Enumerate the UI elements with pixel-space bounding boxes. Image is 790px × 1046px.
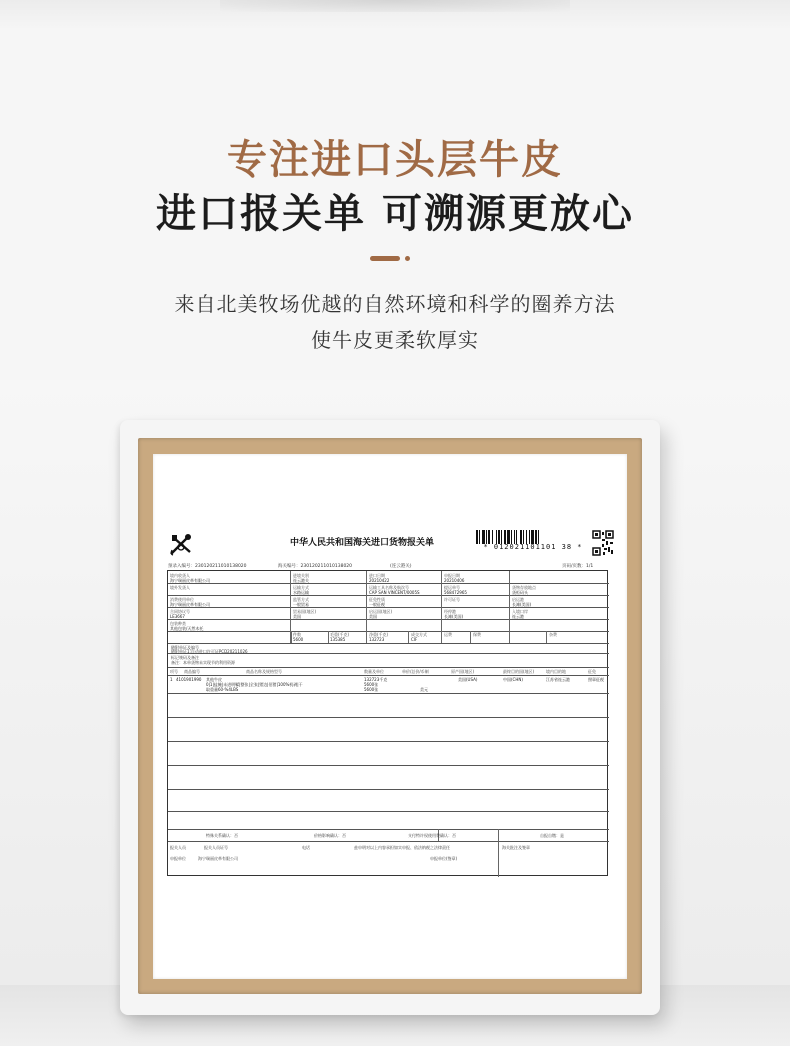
field-label: 保费 <box>473 632 481 637</box>
field-value: CAP SAN VINCENT/0005S <box>369 590 420 595</box>
phone: 电话 <box>302 845 310 850</box>
goods-header: 最终目的国(地区) <box>503 669 535 674</box>
special-relation: 特殊关系确认：否 <box>206 833 238 838</box>
goods-header: 商品名称及规格型号 <box>246 669 282 674</box>
goods-row-no: 1 <box>170 677 173 682</box>
grid-line <box>366 571 367 643</box>
field-value: 长滩(美国) <box>512 602 532 607</box>
field-label: 货物存放地点 <box>512 585 536 590</box>
grid-line <box>470 631 471 643</box>
field-value: 135385 <box>330 637 346 642</box>
preentry-number: 预录入编号：230120211010138020 <box>168 564 247 569</box>
declaring-unit-value: 海宁瑞丽皮革有限公司 <box>198 856 238 861</box>
field-value: 连云港 <box>512 614 524 619</box>
field-label: 运输工具名称及航次号 <box>369 585 409 590</box>
field-label: 许可证号 <box>444 597 460 602</box>
declarant-cert: 报关人员证号 <box>204 845 228 850</box>
field-value: 货柜码头 <box>512 590 528 595</box>
grid-line <box>168 631 609 632</box>
grid-line <box>168 765 609 766</box>
divider-bar <box>370 256 400 261</box>
field-label: 贸易国(地区) <box>293 609 317 614</box>
field-label: 经停港 <box>444 609 456 614</box>
field-value: 20210406 <box>444 578 465 583</box>
field-value: 长滩(美国) <box>444 614 464 619</box>
goods-row-hs-code: 4101901990 <box>176 677 202 682</box>
field-label: 件数 <box>293 632 301 637</box>
declarant: 报关人员 <box>170 845 186 850</box>
customs-remark: 海关批注及签章 <box>502 845 530 850</box>
goods-row-name: 其他牛皮 <box>206 677 222 682</box>
field-label: 提运单号 <box>444 585 460 590</box>
headline-secondary: 进口报关单 可溯源更放心 <box>156 191 634 237</box>
field-label: 进口日期 <box>369 573 385 578</box>
field-label: 运输方式 <box>293 585 309 590</box>
price-impact: 价格影响确认：否 <box>314 833 346 838</box>
field-value: 连云港关 <box>293 578 309 583</box>
goods-row-origin: 美国(USA) <box>458 677 478 682</box>
divider-mark <box>370 256 422 262</box>
grid-line <box>291 631 292 643</box>
field-value: LE3667 <box>170 614 185 619</box>
divider-dot <box>405 256 410 261</box>
grid-line <box>441 571 442 643</box>
declare-statement: 兹申明对以上内容承担如实申报、依法纳税之法律责任 <box>354 845 450 850</box>
declaring-unit: 申报单位 <box>170 856 186 861</box>
port-name: (连云港关) <box>390 564 412 569</box>
grid-line <box>168 667 609 668</box>
goods-header: 单价/总价/币制 <box>402 669 429 674</box>
field-label: 进境关别 <box>293 573 309 578</box>
goods-row-duty: 照章征税 <box>588 677 604 682</box>
field-value: 美国 <box>293 614 301 619</box>
customs-emblem-icon <box>168 532 194 558</box>
page-indicator: 页码/页数：1/1 <box>562 564 594 569</box>
field-value: 海宁瑞丽皮革有限公司 <box>170 578 210 583</box>
field-label: 启运港 <box>512 597 524 602</box>
grid-line <box>546 631 547 643</box>
qr-code-icon <box>592 530 614 556</box>
grid-line <box>408 631 409 643</box>
field-label: 净重(千克) <box>369 632 389 637</box>
goods-header: 商品编号 <box>184 669 200 674</box>
field-label: 申报日期 <box>444 573 460 578</box>
barcode-number: * 012021101101 38 * <box>483 543 583 551</box>
field-value: 海宁瑞丽皮革有限公司 <box>170 602 210 607</box>
field-label: 监管方式 <box>293 597 309 602</box>
grid-line <box>168 811 609 812</box>
goods-header: 数量及单位 <box>364 669 384 674</box>
description-line-2: 使牛皮更柔软厚实 <box>311 328 479 352</box>
self-report: 自报自缴：是 <box>540 833 564 838</box>
goods-row-qty: 132723千克 <box>364 677 388 682</box>
grid-line <box>168 693 609 694</box>
document-title: 中华人民共和国海关进口货物报关单 <box>290 538 435 548</box>
royalty-confirmation: 支付特许权使用费确认：否 <box>408 833 456 838</box>
field-label: 征免性质 <box>369 597 385 602</box>
grid-line <box>168 619 609 620</box>
declaring-unit-seal: 申报单位(签章) <box>430 856 458 861</box>
field-value: 水路运输 <box>293 590 309 595</box>
field-value: 568472965 <box>444 590 467 595</box>
field-value: 其他包装/天然木托 <box>170 626 204 631</box>
field-label: 运费 <box>444 632 452 637</box>
top-shadow <box>0 0 790 30</box>
barcode-icon <box>476 530 588 544</box>
field-label: 启运国(地区) <box>369 609 393 614</box>
field-value: 5600 <box>293 637 304 642</box>
goods-row-region: 江苏省连云港 <box>546 677 570 682</box>
grid-line <box>168 841 609 842</box>
goods-header: 征免 <box>588 669 596 674</box>
grid-line <box>168 595 609 596</box>
field-label: 境内收货人 <box>170 573 190 578</box>
field-label: 杂费 <box>549 632 557 637</box>
field-label: 成交方式 <box>411 632 427 637</box>
field-value: 美国 <box>369 614 377 619</box>
field-label: 包装种类 <box>170 621 186 626</box>
grid-line <box>168 583 609 584</box>
notes-value: 备注：本单货物未实现节约利用资源 <box>171 660 235 665</box>
field-label: 毛重(千克) <box>330 632 350 637</box>
field-value: 一般贸易 <box>293 602 309 607</box>
field-value: 132723 <box>369 637 385 642</box>
declaration-form-grid <box>167 570 608 876</box>
field-label: 合同协议号 <box>170 609 190 614</box>
goods-row-qty2: 5600张 <box>364 682 379 687</box>
grid-line <box>509 571 510 643</box>
goods-row-spec: 0|1|盐腌|未进明鞣|整张|全张|猪边|佰猪|100%机剥|干取重量60-%4LBS <box>206 682 303 692</box>
description-line-1: 来自北美牧场优越的自然环境和科学的圈养方法 <box>174 292 616 316</box>
notes-label: 标记唛码及备注 <box>171 655 199 660</box>
field-value: 20210422 <box>369 578 390 583</box>
field-value: CIF <box>411 637 418 642</box>
grid-line <box>168 643 609 644</box>
field-label: 入境口岸 <box>512 609 528 614</box>
attached-docs-value: 随附单证1:自动进口许可证PCD20211026 <box>171 649 248 654</box>
goods-header: 境内目的地 <box>546 669 566 674</box>
field-value: 一般征税 <box>369 602 385 607</box>
goods-header: 原产国(地区) <box>451 669 475 674</box>
grid-line <box>168 789 609 790</box>
grid-line <box>168 741 609 742</box>
grid-line <box>328 631 329 643</box>
field-label: 境外发货人 <box>170 585 190 590</box>
goods-header: 项号 <box>170 669 178 674</box>
grid-line <box>168 675 609 676</box>
grid-line <box>168 717 609 718</box>
goods-row-dest: 中国(CHN) <box>503 677 523 682</box>
grid-line <box>168 607 609 608</box>
headline-primary: 专注进口头层牛皮 <box>227 137 563 183</box>
goods-row-price: 美元 <box>420 687 428 692</box>
field-label: 消费使用单位 <box>170 597 194 602</box>
customs-number: 海关编号：230120211010138020 <box>278 564 353 569</box>
grid-line <box>168 829 609 830</box>
attached-docs-label: 随附单证及编号 <box>171 645 199 650</box>
grid-line <box>498 829 499 877</box>
goods-row-qty3: 5600张 <box>364 687 379 692</box>
